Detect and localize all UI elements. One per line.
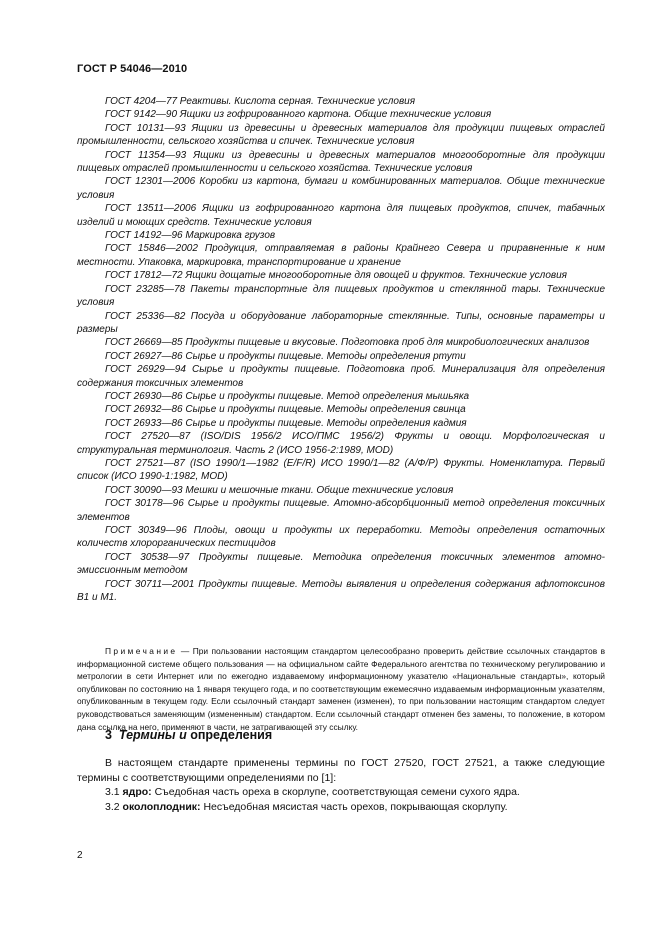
note-text: — При пользовании настоящим стандартом целесообразно проверить действие ссылочных стандартов в информационной системе общего пользования — на официальном сайте Федерального агентства по техническому регулированию и метрологии в сети Интернет или по ежегодно издаваемому информационному указателю «Национальные стандарты», который опубликован по состоянию на 1 января текущего года, и по соответствующим ежемесячно издаваемым информационным указателям, опубликованным в текущем году. Если ссылочный стандарт заменен (изменен), то при пользовании настоящим стандартом следует руководствоваться заменяющим (измененным) стандартом. Если ссылочный стандарт отменен без замены, то положение, в котором дана ссылка на него, применяют в части, не затрагивающей эту ссылку. (77, 646, 606, 732)
reference-item: ГОСТ 26930—86 Сырье и продукты пищевые. Метод определения мышьяка (105, 390, 470, 402)
section-title-part-a: Термины и (118, 728, 187, 742)
term-name: ядро: (122, 786, 152, 799)
reference-item: ГОСТ 12301—2006 Коробки из картона, бумаги и комбинированных материалов. Общие технические условия (77, 176, 605, 201)
section-title-part-b: определения (190, 728, 273, 742)
reference-item: ГОСТ 30349—96 Плоды, овощи и продукты их переработки. Методы определения остаточных количеств хлорорганических пестицидов (77, 525, 605, 550)
reference-item: ГОСТ 17812—72 Ящики дощатые многооборотные для овощей и фруктов. Технические условия (105, 270, 567, 282)
section-body (77, 756, 605, 814)
reference-item: ГОСТ 26669—85 Продукты пищевые и вкусовые. Подготовка проб для микробиологических анализов (105, 337, 590, 349)
reference-item: ГОСТ 26929—94 Сырье и продукты пищевые. Подготовка проб. Минерализация для определения содержания токсичных элементов (77, 364, 605, 389)
reference-item: ГОСТ 26927—86 Сырье и продукты пищевые. Методы определения ртути (105, 350, 466, 362)
reference-item: ГОСТ 9142—90 Ящики из гофрированного картона. Общие технические условия (105, 109, 492, 121)
normative-references-list (77, 95, 605, 604)
section-heading (105, 728, 272, 742)
reference-item: ГОСТ 30178—96 Сырье и продукты пищевые. Атомно-абсорбционный метод определения токсичных элементов (77, 498, 605, 523)
term-definition (77, 800, 605, 815)
term-text: Съедобная часть ореха в скорлупе, соответствующая семени сухого ядра. (154, 786, 520, 799)
reference-item: ГОСТ 26932—86 Сырье и продукты пищевые. Методы определения свинца (105, 404, 466, 416)
term-name: околоплодник: (122, 800, 201, 813)
term-definition (77, 785, 605, 800)
document-header: ГОСТ Р 54046—2010 (77, 63, 188, 75)
term-number: 3.1 (105, 786, 120, 799)
reference-item: ГОСТ 4204—77 Реактивы. Кислота серная. Технические условия (105, 96, 416, 107)
reference-item: ГОСТ 23285—78 Пакеты транспортные для пищевых продуктов и стеклянной тары. Технические условия (77, 283, 605, 309)
reference-item: ГОСТ 30538—97 Продукты пищевые. Методика определения токсичных элементов атомно-эмиссионным методом (77, 551, 605, 577)
note-block (77, 645, 605, 733)
reference-item: ГОСТ 10131—93 Ящики из древесины и древесных материалов для продукции пищевых отраслей промышленности, сельского хозяйства и спичек. Технические условия (77, 122, 605, 148)
reference-item: ГОСТ 26933—86 Сырье и продукты пищевые. Методы определения кадмия (105, 417, 467, 429)
page-number: 2 (77, 850, 83, 861)
section-number: 3 (105, 728, 112, 742)
term-number: 3.2 (105, 800, 120, 813)
reference-item: ГОСТ 27520—87 (ISO/DIS 1956/2 ИСО/ПМС 1956/2) Фрукты и овощи. Морфологическая и структуральная терминология. Часть 2 (ИСО 1956-2:1989, MOD) (77, 431, 605, 456)
reference-item: ГОСТ 15846—2002 Продукция, отправляемая в районы Крайнего Севера и приравненные к ним местности. Упаковка, маркировка, транспортирование и хранение (77, 243, 605, 268)
note-paragraph (77, 645, 605, 733)
term-text: Несъедобная мясистая часть орехов, покрывающая скорлупу. (203, 800, 508, 813)
reference-item: ГОСТ 13511—2006 Ящики из гофрированного картона для пищевых продуктов, спичек, табачных изделий и моющих средств. Технические условия (77, 203, 605, 228)
reference-item: ГОСТ 30090—93 Мешки и мешочные ткани. Общие технические условия (105, 484, 454, 496)
reference-item: ГОСТ 11354—93 Ящики из древесины и древесных материалов многооборотные для продукции пищевых отраслей промышленности и сельского хозяйства. Технические условия (77, 149, 605, 175)
reference-item: ГОСТ 30711—2001 Продукты пищевые. Методы выявления и определения содержания афлотоксинов В1 и М1. (77, 578, 605, 604)
reference-item: ГОСТ 14192—96 Маркировка грузов (105, 230, 276, 242)
reference-item: ГОСТ 27521—87 (ISO 1990/1—1982 (E/F/R) ИСО 1990/1—82 (А/Ф/Р) Фрукты. Номенклатура. Первый список (ИСО 1990-1:1982, MOD) (77, 457, 605, 483)
section-intro: В настоящем стандарте применены термины по ГОСТ 27520, ГОСТ 27521, а также следующие термины с соответствующими определениями по [1]: (77, 757, 605, 784)
note-label: Примечание (105, 646, 178, 656)
reference-item: ГОСТ 25336—82 Посуда и оборудование лабораторные стеклянные. Типы, основные параметры и размеры (77, 310, 605, 335)
